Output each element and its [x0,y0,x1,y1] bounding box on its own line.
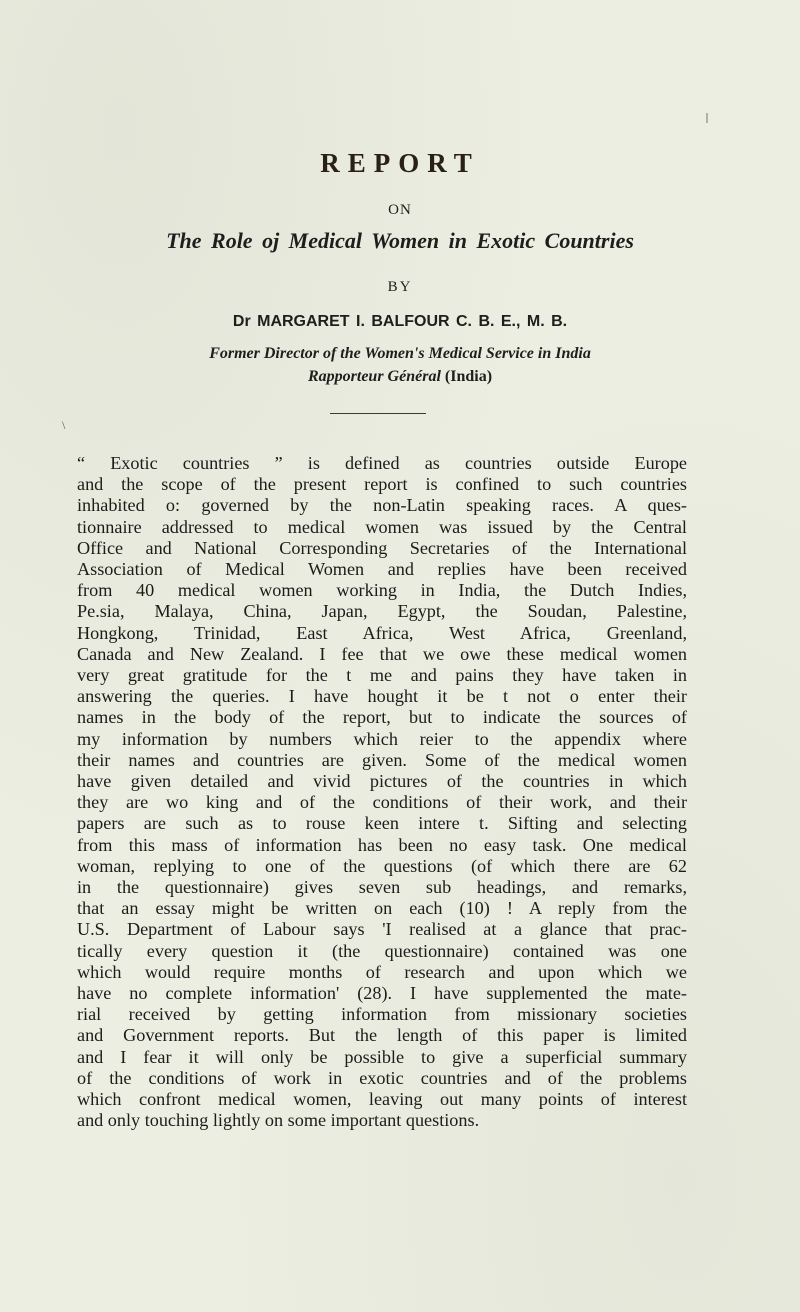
body-line: very great gratitude for the t me and pains they have taken in [77,665,687,686]
body-line: U.S. Department of Labour says 'I realised at a glance that prac- [77,919,687,940]
author-name: Dr MARGARET I. BALFOUR C. B. E., M. B. [232,313,568,330]
body-line: that an essay might be written on each (10) ! A reply from the [77,898,687,919]
body-line: from 40 medical women working in India, the Dutch Indies, [77,580,687,601]
report-subtitle: The Role oj Medical Women in Exotic Countries [166,228,634,253]
body-line: and the scope of the present report is confined to such countries [77,474,687,495]
body-line: and only touching lightly on some important questions. [77,1110,480,1131]
body-line: my information by numbers which reier to the appendix where [77,728,687,749]
body-line: Office and National Corresponding Secretaries of the International [77,537,687,558]
body-line: of the conditions of work in exotic countries and of the problems [77,1067,687,1088]
body-line: rial received by getting information from missionary societies [77,1004,687,1025]
body-line: tionnaire addressed to medical women was issued by the Central [77,516,687,537]
body-line: tically every question it (the questionnaire) contained was one [77,940,687,961]
body-line: and I fear it will only be possible to give a superficial summary [77,1046,687,1067]
body-line: in the questionnaire) gives seven sub headings, and remarks, [77,877,687,898]
body-line: have given detailed and vivid pictures of the countries in which [77,771,687,792]
section-divider [330,413,426,414]
report-body [77,453,687,1132]
body-line: their names and countries are given. Some of the medical women [77,749,687,770]
body-line: have no complete information' (28). I have supplemented the mate- [77,983,687,1004]
body-line: Hongkong, Trinidad, East Africa, West Africa, Greenland, [77,622,687,643]
body-line: names in the body of the report, but to indicate the sources of [77,707,687,728]
by-label: BY [387,279,413,295]
body-line: Association of Medical Women and replies have been received [77,559,687,580]
body-line: Canada and New Zealand. I fee that we owe these medical women [77,643,687,664]
body-line: which would require months of research and upon which we [77,961,687,982]
paper-speck [706,113,708,123]
body-line: answering the queries. I have hought it be t not o enter their [77,686,687,707]
body-line: they are wo king and of the conditions of their work, and their [77,792,687,813]
body-line: woman, replying to one of the questions (of which there are 62 [77,855,687,876]
on-label: ON [388,202,412,218]
author-role: Former Director of the Women's Medical Service in India [209,345,591,362]
rapporteur-country: (India) [440,368,493,385]
body-line: inhabited o: governed by the non-Latin speaking races. A ques- [77,495,687,516]
body-line: from this mass of information has been no easy task. One medical [77,834,687,855]
body-line: and Government reports. But the length of this paper is limited [77,1025,687,1046]
report-title: REPORT [320,148,480,178]
margin-mark: \ [62,418,66,432]
author-rapporteur-line [0,366,800,388]
body-line: papers are such as to rouse keen intere t. Sifting and selecting [77,813,687,834]
rapporteur-title: Rapporteur Général [307,368,441,385]
body-line: Pe.sia, Malaya, China, Japan, Egypt, the Soudan, Palestine, [77,601,687,622]
body-line: “ Exotic countries ” is defined as countries outside Europe [77,453,687,473]
body-line: which confront medical women, leaving out many points of interest [77,1089,687,1110]
